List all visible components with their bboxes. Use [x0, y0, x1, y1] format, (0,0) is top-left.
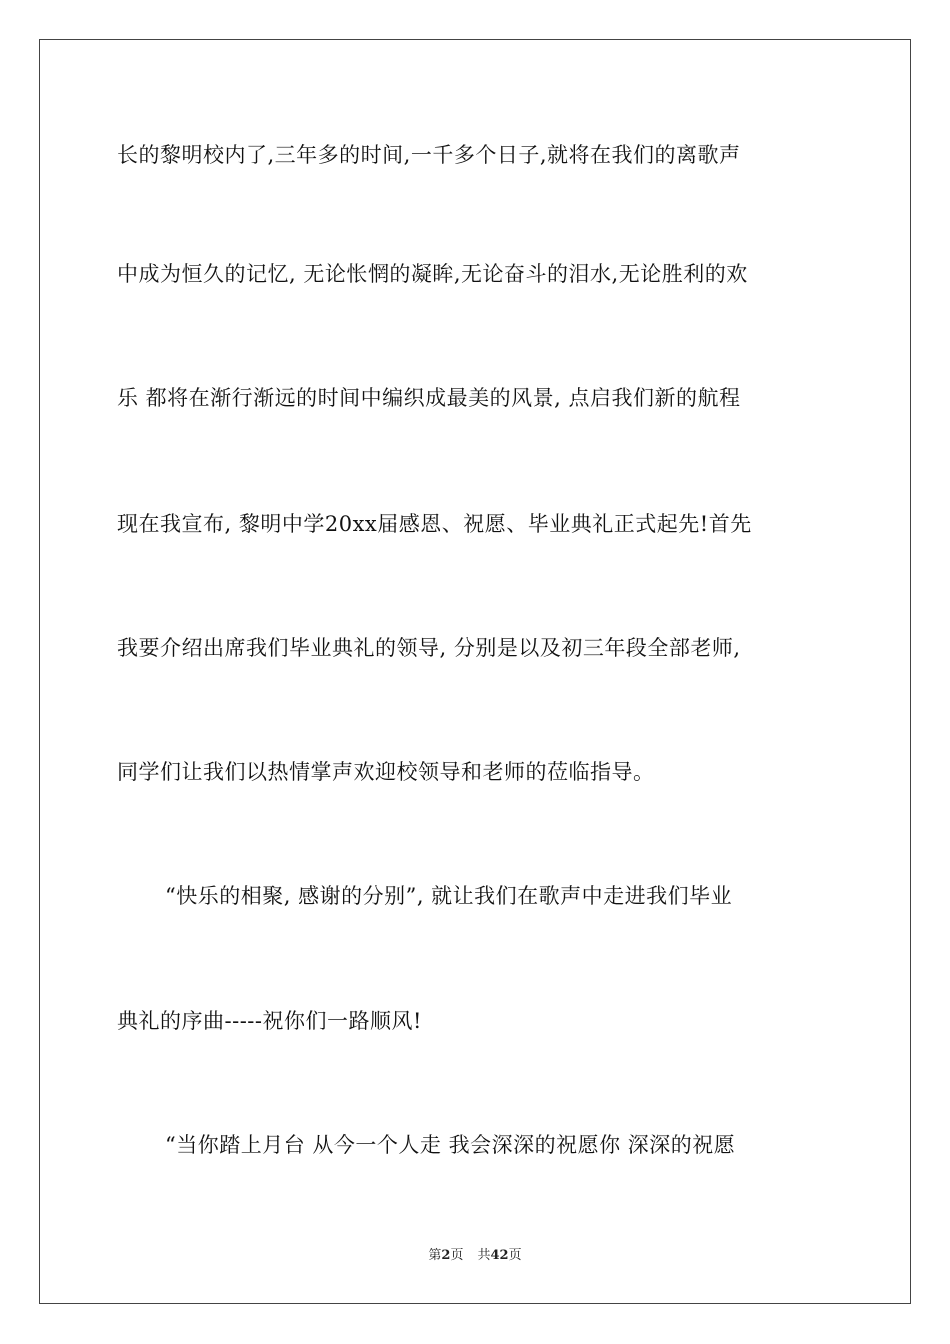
total-prefix: 共: [477, 1248, 491, 1263]
page-border: [39, 39, 911, 1304]
page-footer: [0, 1247, 950, 1265]
body-text-line-2: 中成为恒久的记忆, 无论怅惘的凝眸,无论奋斗的泪水,无论胜利的欢: [117, 262, 748, 286]
page-prefix: 第: [428, 1248, 442, 1263]
body-text-line-6: 同学们让我们以热情掌声欢迎校领导和老师的莅临指导。: [117, 760, 655, 784]
body-text-line-1: 长的黎明校内了,三年多的时间,一千多个日子,就将在我们的离歌声: [117, 143, 741, 167]
body-text-line-9: “当你踏上月台 从今一个人走 我会深深的祝愿你 深深的祝愿: [165, 1133, 736, 1157]
body-text-line-3: 乐 都将在渐行渐远的时间中编织成最美的风景, 点启我们新的航程: [117, 386, 741, 410]
current-page-number: 2: [441, 1248, 451, 1263]
body-text-line-7: “快乐的相聚, 感谢的分别”, 就让我们在歌声中走进我们毕业: [165, 884, 733, 908]
page-suffix: 页: [450, 1248, 464, 1263]
body-text-line-4: 现在我宣布, 黎明中学20xx届感恩、祝愿、毕业典礼正式起先!首先: [117, 512, 752, 536]
body-text-line-8: 典礼的序曲-----祝你们一路顺风!: [117, 1009, 422, 1033]
total-suffix: 页: [508, 1248, 522, 1263]
body-text-line-5: 我要介绍出席我们毕业典礼的领导, 分别是以及初三年段全部老师,: [117, 636, 741, 660]
total-page-count: 42: [490, 1248, 509, 1263]
